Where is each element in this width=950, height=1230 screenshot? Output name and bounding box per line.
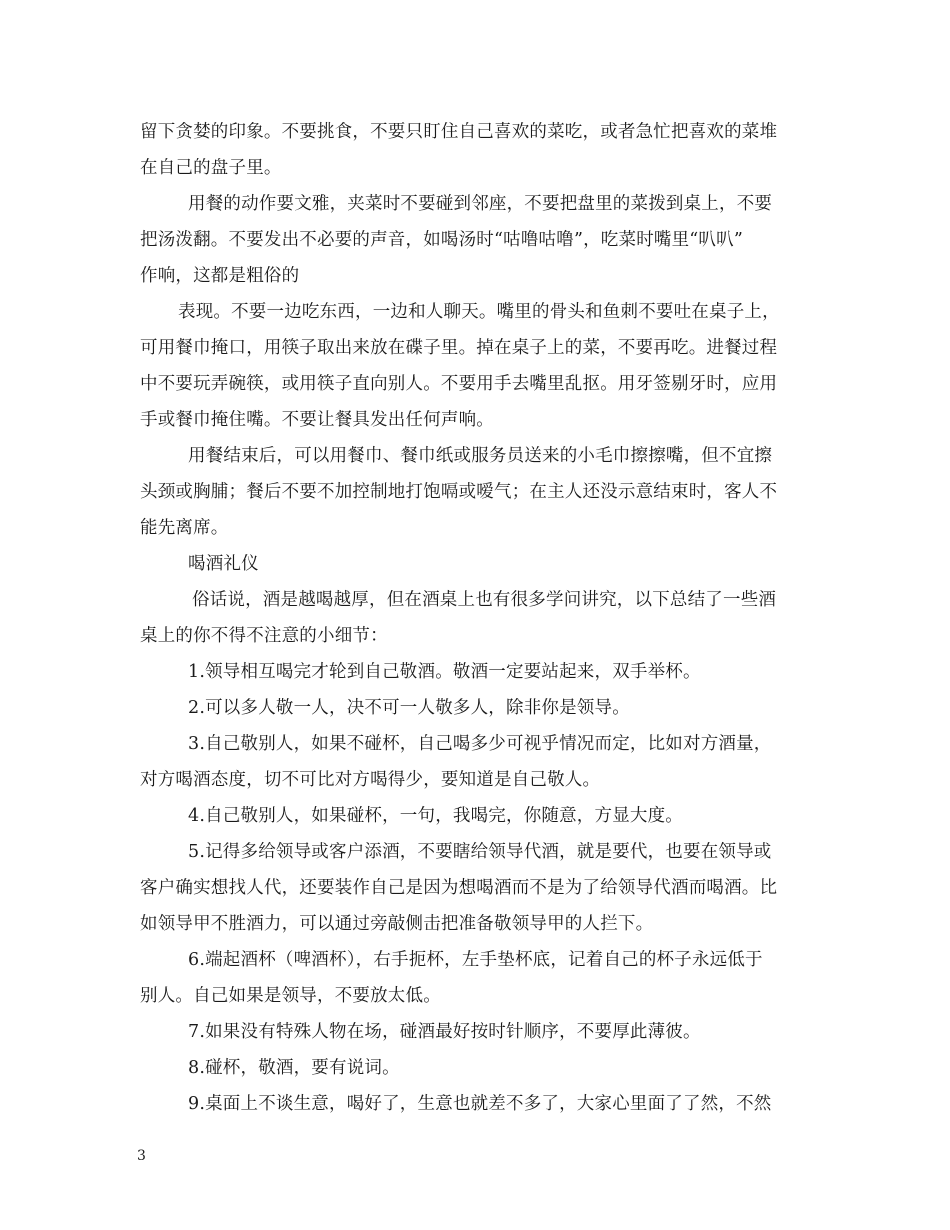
text-line: 能先离席。 (140, 518, 229, 538)
text-line: 用餐结束后，可以用餐巾、餐巾纸或服务员送来的小毛巾擦擦嘴，但不宜擦 (188, 446, 773, 466)
text-line: 作响，这都是粗俗的 (140, 266, 300, 286)
text-line: 桌上的你不得不注意的小细节： (140, 626, 388, 646)
text-line: 把汤泼翻。不要发出不必要的声音，如喝汤时“咕噜咕噜”，吃菜时嘴里“叭叭” (140, 230, 743, 250)
text-line: 如领导甲不胜酒力，可以通过旁敲侧击把准备敬领导甲的人拦下。 (140, 914, 654, 934)
list-item: 2.可以多人敬一人，决不可一人敬多人，除非你是领导。 (188, 698, 630, 718)
list-item: 8.碰杯，敬酒，要有说词。 (188, 1058, 400, 1078)
text-line: 客户确实想找人代，还要装作自己是因为想喝酒而不是为了给领导代酒而喝酒。比 (140, 878, 778, 898)
text-line: 可用餐巾掩口，用筷子取出来放在碟子里。掉在桌子上的菜，不要再吃。进餐过程 (140, 338, 778, 358)
list-item: 4.自己敬别人，如果碰杯，一句，我喝完，你随意，方显大度。 (188, 806, 683, 826)
list-item: 1.领导相互喝完才轮到自己敬酒。敬酒一定要站起来，双手举杯。 (188, 662, 701, 682)
text-line: 对方喝酒态度，切不可比对方喝得少，要知道是自己敬人。 (140, 770, 601, 790)
page-number: 3 (137, 1148, 146, 1164)
list-item: 3.自己敬别人，如果不碰杯，自己喝多少可视乎情况而定，比如对方酒量， (188, 734, 772, 754)
text-line: 别人。自己如果是领导，不要放太低。 (140, 986, 441, 1006)
text-line: 手或餐巾掩住嘴。不要让餐具发出任何声响。 (140, 410, 494, 430)
list-item: 7.如果没有特殊人物在场，碰酒最好按时针顺序，不要厚此薄彼。 (188, 1022, 701, 1042)
section-heading: 喝酒礼仪 (188, 554, 259, 574)
text-line: 在自己的盘子里。 (140, 158, 282, 178)
text-line: 头颈或胸脯；餐后不要不加控制地打饱嗝或嗳气；在主人还没示意结束时，客人不 (140, 482, 778, 502)
list-item: 9.桌面上不谈生意，喝好了，生意也就差不多了，大家心里面了了然，不然 (188, 1094, 772, 1114)
text-line: 中不要玩弄碗筷，或用筷子直向别人。不要用手去嘴里乱抠。用牙签剔牙时，应用 (140, 374, 778, 394)
text-line: 留下贪婪的印象。不要挑食，不要只盯住自己喜欢的菜吃，或者急忙把喜欢的菜堆 (140, 122, 778, 142)
text-line: 表现。不要一边吃东西，一边和人聊天。嘴里的骨头和鱼刺不要吐在桌子上， (178, 302, 780, 322)
body-text (140, 114, 812, 1122)
text-line: 用餐的动作要文雅，夹菜时不要碰到邻座，不要把盘里的菜拨到桌上，不要 (188, 194, 773, 214)
list-item: 6.端起酒杯（啤酒杯），右手扼杯，左手垫杯底，记着自己的杯子永远低于 (188, 950, 763, 970)
list-item: 5.记得多给领导或客户添酒，不要瞎给领导代酒，就是要代，也要在领导或 (188, 842, 772, 862)
text-line: 俗话说，酒是越喝越厚，但在酒桌上也有很多学问讲究，以下总结了一些酒 (192, 590, 777, 610)
